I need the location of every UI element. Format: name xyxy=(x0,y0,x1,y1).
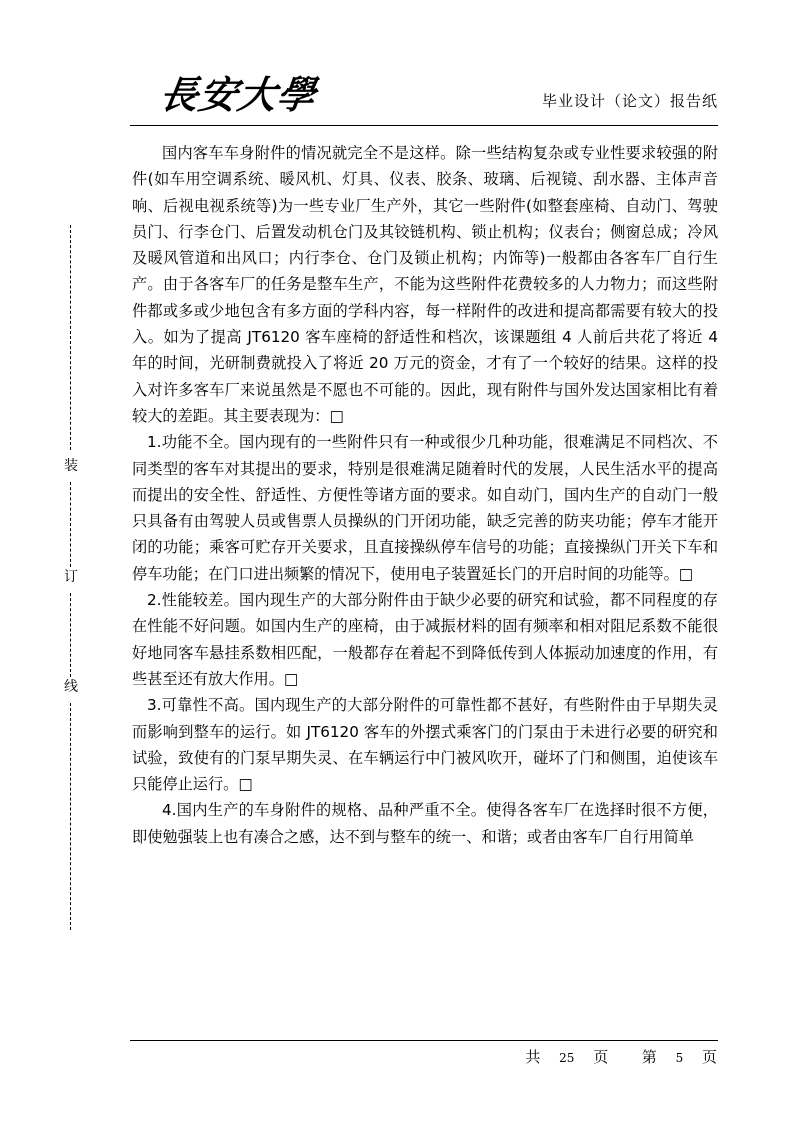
binding-dash xyxy=(70,593,71,677)
paragraph-point-3: 3.可靠性不高。国内现生产的大部分附件的可靠性都不甚好，有些附件由于早期失灵而影响到整车的运行。如 JT6120 客车的外摆式乘客门的门泵由于未进行必要的研究和试验，致使有的门泵早期失灵、在车辆运行中门被风吹开，碰坏了门和侧围，迫使该车只能停止运行。□ xyxy=(132,696,718,794)
paragraph-point-1: 1.功能不全。国内现有的一些附件只有一种或很少几种功能，很难满足不同档次、不同类型的客车对其提出的要求，特别是很难满足随着时代的发展，人民生活水平的提高而提出的安全性、舒适性、方便性等诸方面的要求。如自动门，国内生产的自动门一般只具备有由驾驶人员或售票人员操纵的门开闭功能，缺乏完善的防夹功能；停车才能开闭的功能；乘客可贮存开关要求，且直接操纵停车信号的功能；直接操纵门开关下车和停车功能；在门口进出频繁的情况下，使用电子装置延长门的开启时间的功能等。□ xyxy=(132,433,718,583)
binding-char-zhuang: 装 xyxy=(64,458,78,474)
paragraph-point-4: 4.国内生产的车身附件的规格、品种严重不全。使得各客车厂在选择时很不方便，即使勉强装上也有凑合之感，达不到与整车的统一、和谐；或者由客车厂自行用简单 xyxy=(132,801,718,846)
paragraph-point-2: 2.性能较差。国内现生产的大部分附件由于缺少必要的研究和试验，都不同程度的存在性能不好问题。如国内生产的座椅，由于减振材料的固有频率和相对阻尼系数不能很好地同客车悬挂系数相匹配，一般都存在着起不到降低传到人体振动加速度的作用，有些甚至还有放大作用。□ xyxy=(132,591,718,688)
binding-line xyxy=(64,225,78,930)
page-header-title: 毕业设计（论文）报告纸 xyxy=(541,92,718,110)
university-logo: 長安大學 xyxy=(156,72,320,117)
footer-divider xyxy=(130,1040,718,1041)
binding-dash xyxy=(70,482,71,567)
binding-dash xyxy=(70,225,71,450)
footer-total-pages: 25 xyxy=(559,1051,575,1065)
paragraph-intro: 国内客车车身附件的情况就完全不是这样。除一些结构复杂或专业性要求较强的附件(如车用空调系统、暖风机、灯具、仪表、胶条、玻璃、后视镜、刮水器、主体声音响、后视电视系统等)为一些专业厂生产外，其它一些附件(如整套座椅、自动门、驾驶员门、行李仓门、后置发动机仓门及其铰链机构、锁止机构；仪表台；侧窗总成；冷风及暖风管道和出风口；内行李仓、仓门及锁止机构；内饰等)一般都由各客车厂自行生产。由于各客车厂的任务是整车生产，不能为这些附件花费较多的人力物力；而这些附件都或多或少地包含有多方面的学科内容，每一样附件的改进和提高都需要有较大的投入。如为了提高 JT6120 客车座椅的舒适性和档次，该课题组 4 人前后共花了将近 4 年的时间，光研制费就投入了将近 20 万元的资金，才有了一个较好的结果。这样的投入对许多客车厂来说虽然是不愿也不可能的。因此，现有附件与国外发达国家相比有着较大的差距。其主要表现为：□ xyxy=(132,144,718,425)
footer-page-unit: 页 xyxy=(593,1048,609,1066)
binding-dash xyxy=(70,703,71,930)
binding-char-xian: 线 xyxy=(64,679,78,695)
footer-total-label: 共 xyxy=(525,1048,541,1066)
document-body xyxy=(132,140,718,850)
footer-current-page: 5 xyxy=(675,1051,684,1065)
footer-current-label: 第 xyxy=(641,1048,657,1066)
binding-char-ding: 订 xyxy=(64,569,78,585)
page-footer xyxy=(525,1046,717,1067)
footer-page-unit2: 页 xyxy=(701,1048,717,1066)
header-divider xyxy=(130,125,718,126)
